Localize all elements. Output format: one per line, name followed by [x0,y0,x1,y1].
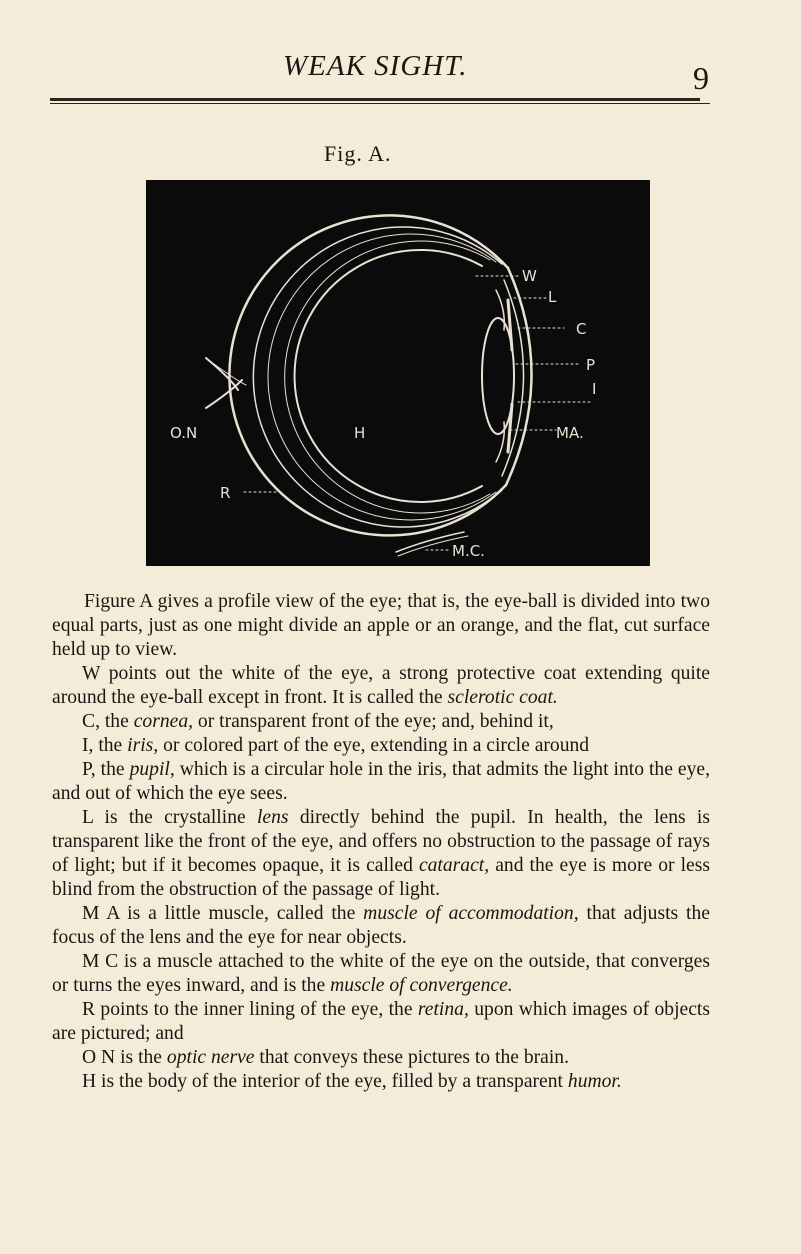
eye-diagram [146,180,650,566]
sclera-outer-arc [229,215,508,535]
label-h: H [354,424,366,442]
paragraph: Figure A gives a profile view of the eye; that is, the eye-ball is divided into two equal parts, just as one might divide an apple or an orange, and the flat, cut surface held up to view. [52,591,710,660]
label-w: W [522,267,537,285]
label-l: L [548,288,557,306]
paragraph: C, the cornea, or transparent front of the eye; and, behind it, [82,711,554,732]
paragraph: M A is a little muscle, called the muscle of accommodation, that adjusts the focus of the lens and the eye for near objects. [52,903,710,948]
retina-arc [295,250,482,502]
page-number: 9 [693,60,709,96]
header-rule-thin [50,103,710,104]
paragraph: L is the crystalline lens directly behind the pupil. In health, the lens is transparent like the front of the eye, and offers no obstruction to the passage of rays of light; but if it becomes opaque, it is called cataract, and the eye is more or less blind from the obstruction of the passage of light. [52,807,711,900]
paragraph: R points to the inner lining of the eye, the retina, upon which images of objects are pictured; and [52,999,710,1044]
label-mc: M.C. [452,542,485,560]
label-c: C [576,320,587,338]
running-head: WEAK SIGHT. [283,50,468,82]
paragraph: W points out the white of the eye, a strong protective coat extending quite around the eye-ball except in front. It is called the sclerotic coat. [52,663,710,708]
cornea-arc [506,268,532,485]
page-header [0,46,801,96]
optic-nerve [206,358,238,390]
lens-ellipse [482,318,514,434]
label-on: O.N [170,424,198,442]
paragraph: P, the pupil, which is a circular hole in the iris, that admits the light into the eye, and out of which the eye sees. [52,759,711,804]
label-ma: MA. [556,424,584,442]
header-rule [50,98,700,101]
label-p: P [586,356,596,374]
label-i: I [592,380,597,398]
figure-caption: Fig. A. [324,141,392,166]
paragraph: M C is a muscle attached to the white of the eye on the outside, that converges or turns the eyes inward, and is the muscle of convergence. [52,951,710,996]
paragraph: O N is the optic nerve that conveys these pictures to the brain. [82,1047,569,1068]
body-text [52,590,710,1094]
eye-diagram-svg [146,180,650,566]
paragraph: I, the iris, or colored part of the eye, extending in a circle around [82,735,590,756]
label-r: R [220,484,231,502]
paragraph: H is the body of the interior of the eye, filled by a transparent humor. [82,1071,622,1092]
